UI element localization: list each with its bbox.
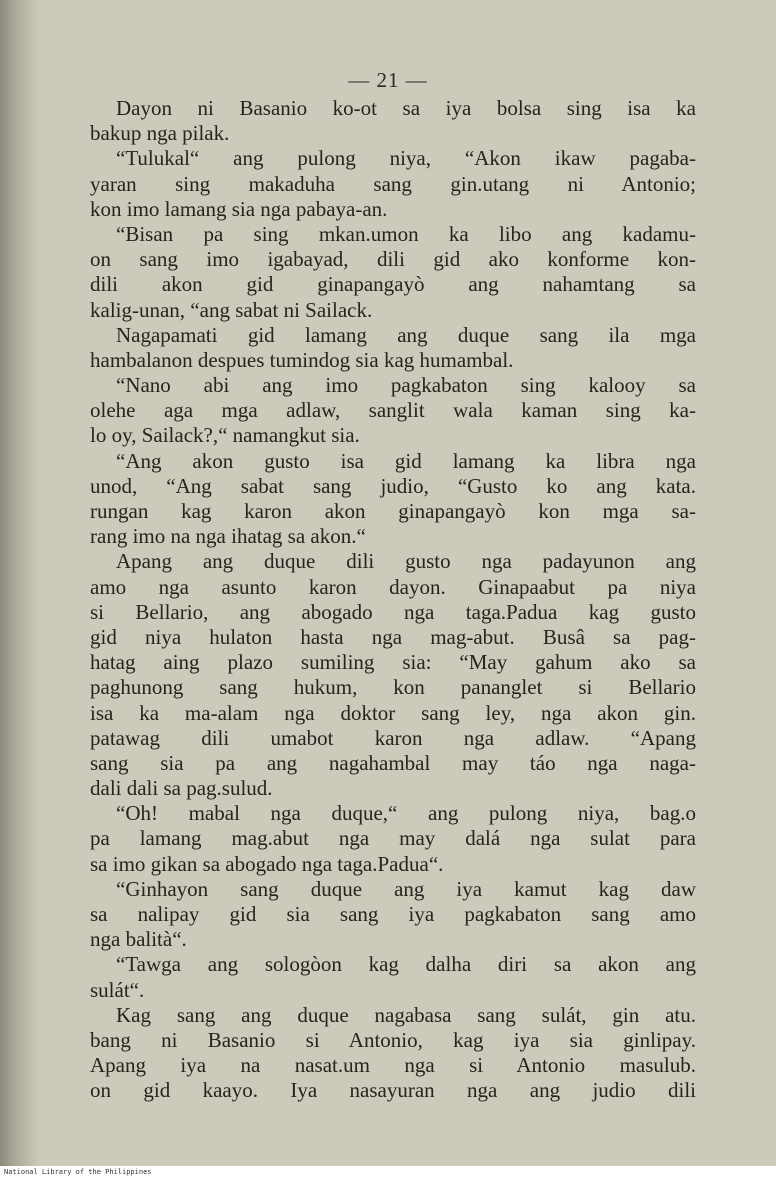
text-line: sulát“. [90, 977, 145, 1002]
text-line: on gid kaayo. Iya nasayuran nga ang judio dili [90, 1078, 696, 1103]
library-credit: National Library of the Philippines [0, 1166, 776, 1178]
text-line: “Nano abi ang imo pagkabaton sing kalooy sa [116, 373, 696, 398]
text-line: hambalanon despues tumindog sia kag humambal. [90, 347, 514, 372]
text-line: bakup nga pilak. [90, 121, 230, 146]
text-line: kon imo lamang sia nga pabaya-an. [90, 196, 388, 221]
text-line: “Tulukal“ ang pulong niya, “Akon ikaw pagaba- [116, 146, 696, 171]
text-line: “Tawga ang sologòon kag dalha diri sa akon ang [116, 952, 696, 977]
text-line: Apang iya na nasat.um nga si Antonio masulub. [90, 1053, 696, 1078]
text-line: dali dali sa pag.sulud. [90, 776, 273, 801]
text-line: on sang imo igabayad, dili gid ako konforme kon- [90, 247, 696, 272]
text-line: nga balità“. [90, 927, 187, 952]
text-line: sa imo gikan sa abogado nga taga.Padua“. [90, 851, 444, 876]
text-line: hatag aing plazo sumiling sia: “May gahum ako sa [90, 650, 696, 675]
text-line: Kag sang ang duque nagabasa sang sulát, gin atu. [116, 1002, 696, 1027]
page-spine-shadow [0, 0, 40, 1166]
text-line: “Ang akon gusto isa gid lamang ka libra nga [116, 448, 696, 473]
text-line: Dayon ni Basanio ko-ot sa iya bolsa sing isa ka [116, 96, 696, 120]
text-line: dili akon gid ginapangayò ang nahamtang sa [90, 272, 696, 297]
text-line: lo oy, Sailack?,“ namangkut sia. [90, 423, 360, 448]
text-line: bang ni Basanio si Antonio, kag iya sia ginlipay. [90, 1027, 696, 1052]
text-line: “Oh! mabal nga duque,“ ang pulong niya, bag.o [116, 801, 696, 826]
text-line: Apang ang duque dili gusto nga padayunon ang [116, 549, 696, 574]
text-line: pa lamang mag.abut nga may dalá nga sulat para [90, 826, 696, 851]
text-line: gid niya hulaton hasta nga mag-abut. Busâ sa pag- [90, 624, 696, 649]
text-line: kalig-unan, “ang sabat ni Sailack. [90, 297, 373, 322]
text-line: sa nalipay gid sia sang iya pagkabaton sang amo [90, 902, 696, 926]
text-line: unod, “Ang sabat sang judio, “Gusto ko ang kata. [90, 473, 696, 498]
text-line: rang imo na nga ihatag sa akon.“ [90, 524, 366, 549]
page-number: — 21 — [348, 68, 428, 92]
text-line: patawag dili umabot karon nga adlaw. “Apang [90, 725, 696, 750]
text-line: sang sia pa ang nagahambal may táo nga naga- [90, 750, 696, 775]
text-line: amo nga asunto karon dayon. Ginapaabut pa niya [90, 574, 696, 599]
text-line: “Bisan pa sing mkan.umon ka libo ang kadamu- [116, 221, 696, 246]
text-line: si Bellario, ang abogado nga taga.Padua kag gusto [90, 599, 696, 624]
text-line: olehe aga mga adlaw, sanglit wala kaman sing ka- [90, 398, 696, 423]
text-line: Nagapamati gid lamang ang duque sang ila mga [116, 322, 696, 347]
text-line: rungan kag karon akon ginapangayò kon mga sa- [90, 499, 696, 523]
text-line: yaran sing makaduha sang gin.utang ni Antonio; [90, 171, 696, 196]
text-line: isa ka ma-alam nga doktor sang ley, nga akon gin. [90, 700, 696, 725]
body-text [90, 96, 696, 1104]
text-line: “Ginhayon sang duque ang iya kamut kag daw [116, 876, 696, 901]
text-line: paghunong sang hukum, kon pananglet si Bellario [90, 675, 696, 700]
